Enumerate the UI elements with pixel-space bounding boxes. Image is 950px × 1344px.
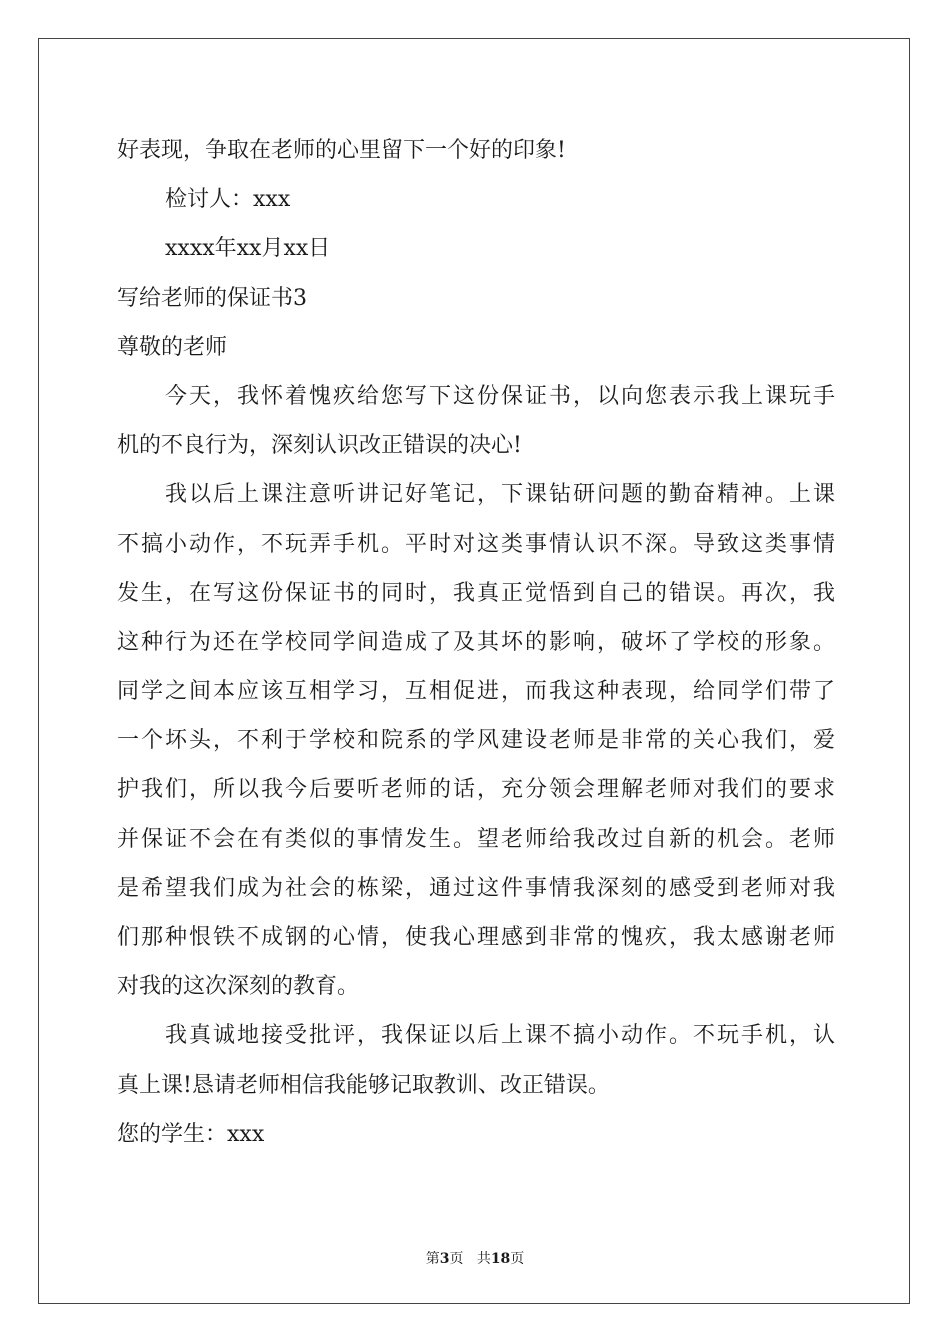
student-signature: 您的学生：xxx [117, 1121, 265, 1147]
paragraph-2-line-10: 们那种恨铁不成钢的心情，使我心理感到非常的愧疚，我太感谢老师 [117, 925, 835, 950]
paragraph-2-line-1: 我以后上课注意听讲记好笔记，下课钻研问题的勤奋精神。上课 [165, 482, 835, 508]
paragraph-2-line-7: 护我们，所以我今后要听老师的话，充分领会理解老师对我们的要求 [117, 777, 835, 803]
footer-prefix: 第 [425, 1251, 440, 1267]
signature-date: xxxx年xx月xx日 [165, 236, 331, 262]
paragraph-2-line-2: 不搞小动作，不玩弄手机。平时对这类事情认识不深。导致这类事情 [117, 531, 835, 557]
page-footer [0, 1250, 950, 1268]
section-title: 写给老师的保证书3 [117, 285, 307, 311]
total-page-count: 18 [490, 1251, 511, 1267]
current-page-number: 3 [439, 1251, 450, 1267]
reviewer-signature: 检讨人：xxx [165, 187, 291, 213]
footer-total-prefix: 共 [476, 1251, 491, 1267]
document-body [117, 126, 835, 1159]
footer-total-unit: 页 [510, 1251, 525, 1267]
paragraph-2-line-4: 这种行为还在学校同学间造成了及其坏的影响，破坏了学校的形象。 [117, 629, 835, 655]
paragraph-2-line-9: 是希望我们成为社会的栋梁，通过这件事情我深刻的感受到老师对我 [117, 875, 835, 901]
text-line-1: 好表现，争取在老师的心里留下一个好的印象! [117, 138, 566, 163]
paragraph-3-line-2: 真上课!恳请老师相信我能够记取教训、改正错误。 [117, 1072, 610, 1098]
paragraph-2-line-3: 发生，在写这份保证书的同时，我真正觉悟到自己的错误。再次，我 [117, 580, 835, 606]
paragraph-3-line-1: 我真诚地接受批评，我保证以后上课不搞小动作。不玩手机，认 [165, 1023, 835, 1049]
paragraph-2-line-5: 同学之间本应该互相学习，互相促进，而我这种表现，给同学们带了 [117, 679, 835, 705]
paragraph-2-line-11: 对我的这次深刻的教育。 [117, 974, 360, 1000]
footer-page-unit: 页 [449, 1251, 464, 1267]
paragraph-1-line-2: 机的不良行为，深刻认识改正错误的决心! [117, 433, 522, 459]
salutation: 尊敬的老师 [117, 334, 228, 360]
paragraph-2-line-8: 并保证不会在有类似的事情发生。望老师给我改过自新的机会。老师 [117, 826, 835, 852]
paragraph-2-line-6: 一个坏头，不利于学校和院系的学风建设老师是非常的关心我们，爱 [117, 728, 835, 754]
paragraph-1-line-1: 今天，我怀着愧疚给您写下这份保证书，以向您表示我上课玩手 [165, 383, 835, 409]
